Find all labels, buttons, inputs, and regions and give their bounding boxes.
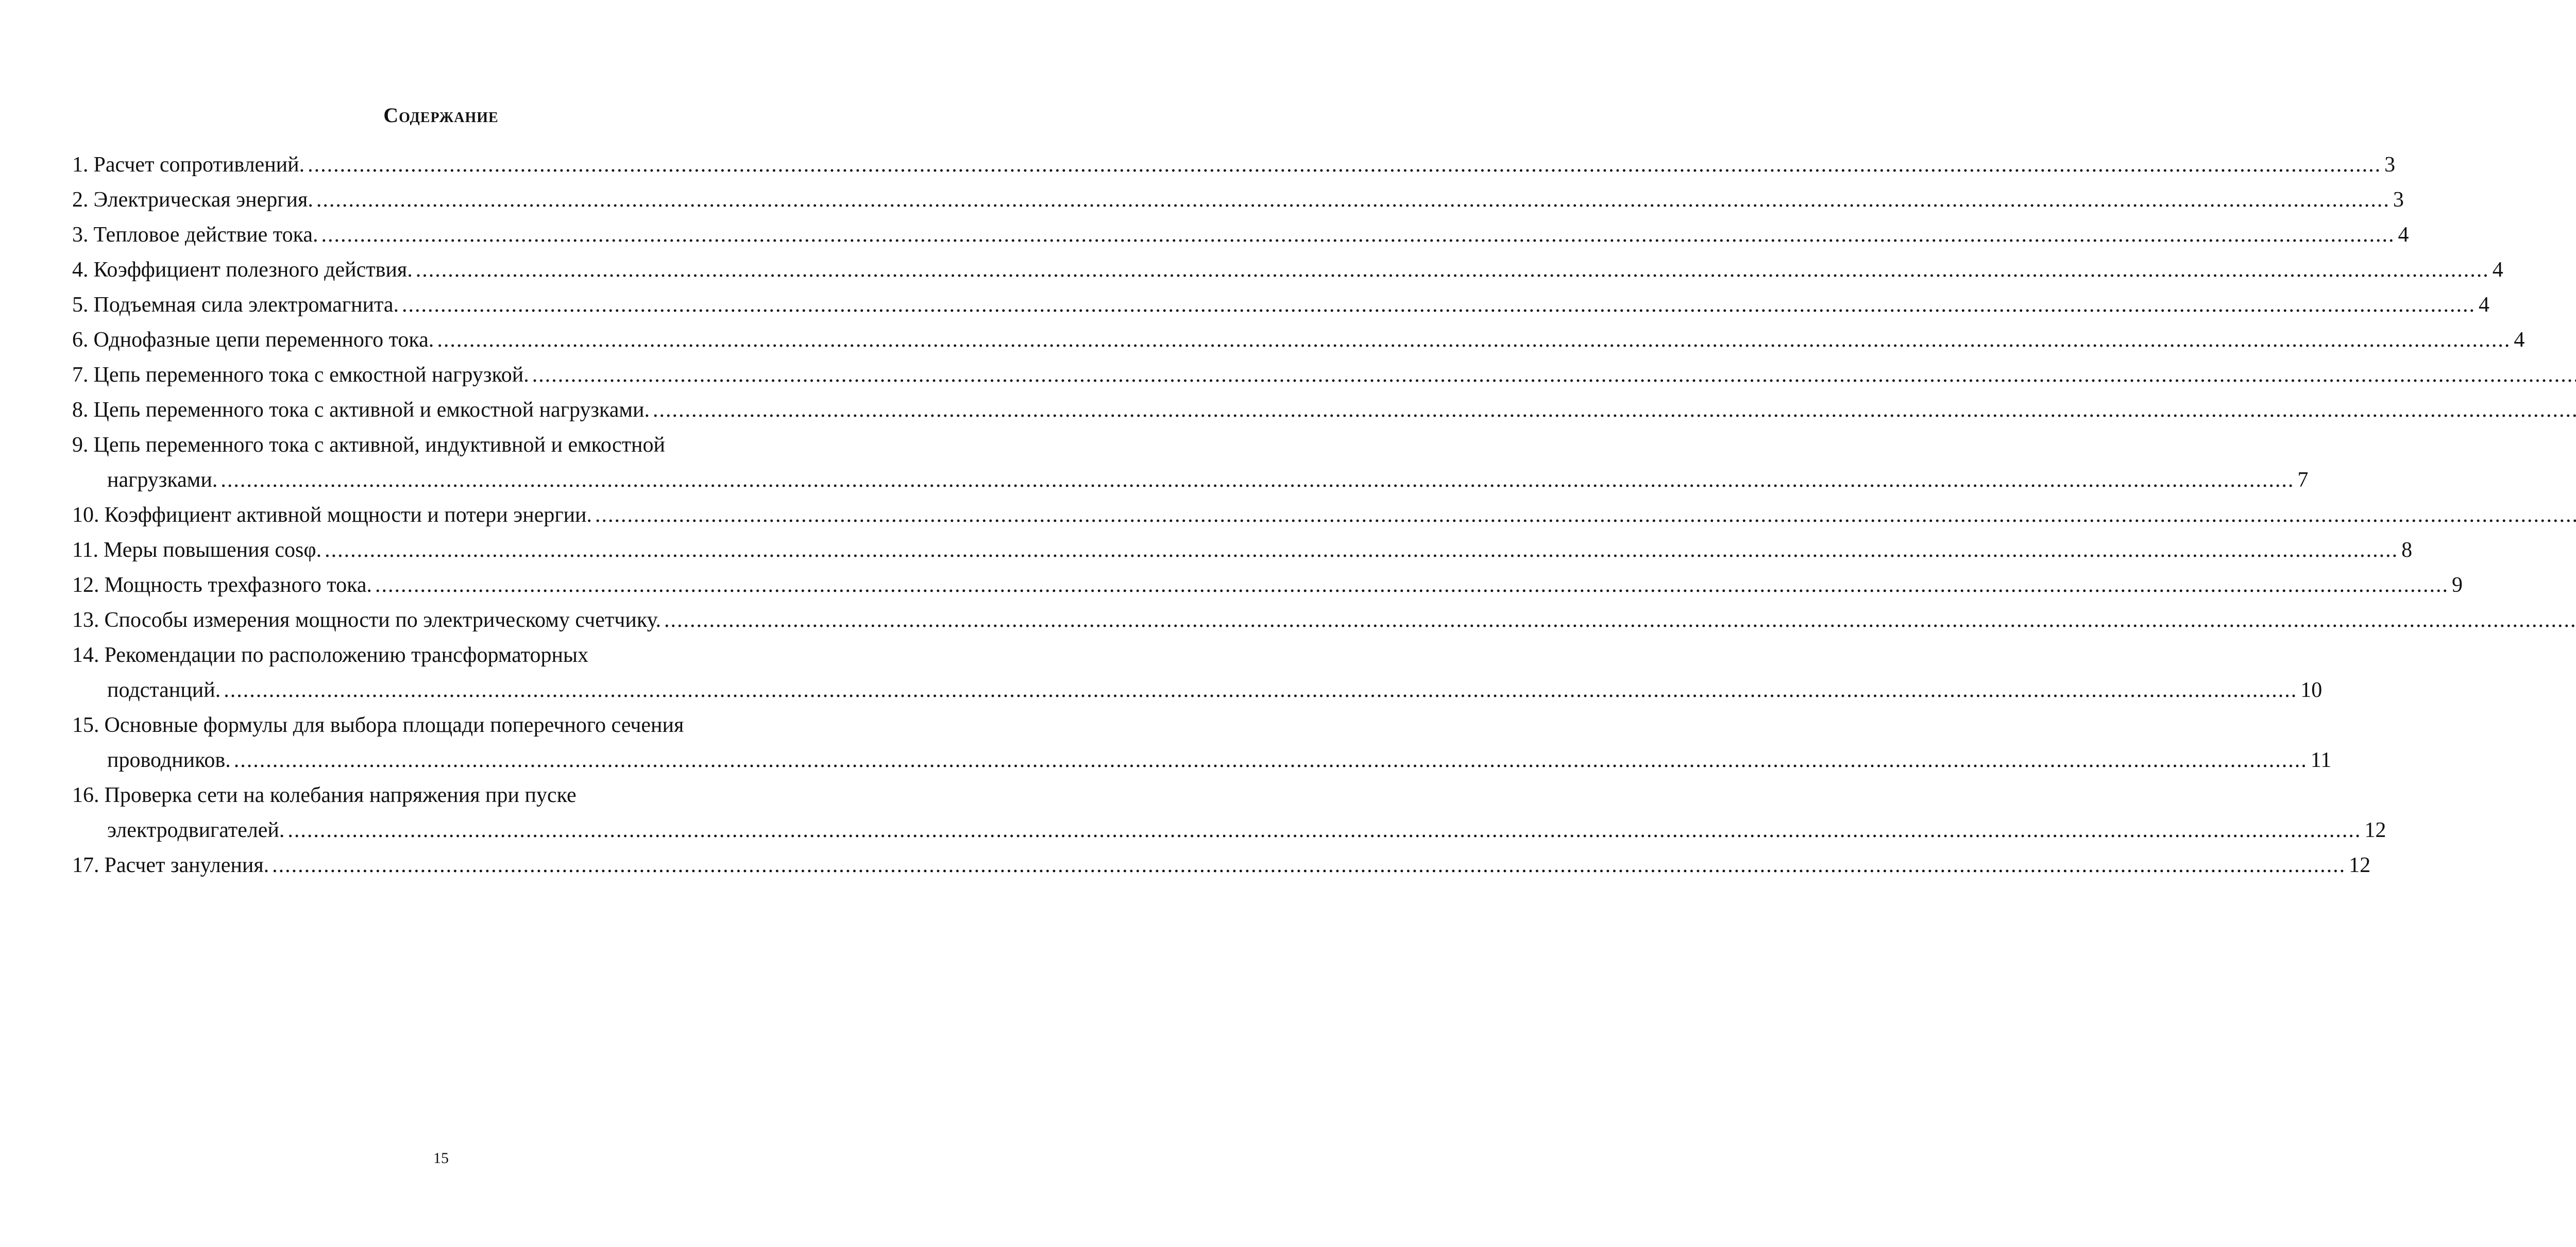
toc-entry-title: Подъемная сила электромагнита. (93, 293, 399, 317)
toc-entry-title-line2: электродвигателей. (107, 818, 285, 842)
toc-entry-7 (72, 357, 810, 392)
toc-entry-page: 12 (2349, 853, 2371, 877)
toc-entry-number: 13. (72, 608, 99, 632)
toc-entry-continuation (72, 743, 2332, 778)
toc-entry-title: Цепь переменного тока с емкостной нагрузкой. (93, 363, 529, 387)
toc-entry-first-line (72, 428, 810, 463)
toc-entry-title: Мощность трехфазного тока. (104, 573, 372, 597)
toc-entry-number: 3. (72, 223, 89, 247)
dot-leader (321, 224, 2395, 246)
toc-entry-title-line1: Цепь переменного тока с активной, индуктивной и емкостной (93, 433, 665, 457)
toc-entry-title: Однофазные цепи переменного тока. (93, 328, 434, 352)
toc-entry-title: Расчет сопротивлений. (93, 153, 305, 177)
toc-entry-title: Коэффициент полезного действия. (93, 258, 413, 282)
toc-entry-number: 11. (72, 538, 98, 562)
dot-leader (287, 819, 2361, 841)
toc-entry-number: 7. (72, 363, 89, 387)
toc-entry-continuation (72, 673, 2323, 708)
toc-entry-16 (72, 778, 2386, 848)
toc-entry-number: 4. (72, 258, 89, 282)
dot-leader (224, 679, 2297, 701)
toc-entry-number: 8. (72, 398, 89, 422)
toc-entry-3 (72, 217, 2409, 252)
dot-leader (664, 609, 2576, 631)
toc-entry-number: 6. (72, 328, 89, 352)
toc-entry-page: 3 (2384, 153, 2396, 177)
toc-entry-page: 10 (2300, 678, 2323, 702)
toc-entry-page: 8 (2401, 538, 2413, 562)
toc-entry-number: 12. (72, 573, 99, 597)
toc-entry-14 (72, 638, 2323, 708)
toc-entry-title: Электрическая энергия. (93, 188, 313, 212)
dot-leader (316, 189, 2390, 211)
toc-entry-15 (72, 708, 2332, 778)
toc-entry-number: 5. (72, 293, 89, 317)
toc-entry-page: 11 (2310, 748, 2332, 772)
toc-entry-first-line (72, 638, 810, 673)
toc-entry-continuation (72, 813, 2386, 848)
toc-entry-2 (72, 182, 2404, 217)
toc-entry-10 (72, 498, 810, 533)
toc-entry-12 (72, 568, 2463, 603)
toc-entry-title: Расчет зануления. (104, 853, 269, 877)
toc-entry-title-line2: нагрузками. (107, 468, 218, 492)
toc-entry-number: 9. (72, 433, 89, 457)
dot-leader (272, 855, 2346, 876)
toc-entry-page: 4 (2398, 223, 2409, 247)
toc-entry-page: 3 (2393, 188, 2404, 212)
toc-entry-page: 7 (2297, 468, 2309, 492)
toc-entry-11 (72, 533, 2413, 568)
table-of-contents (72, 147, 2525, 883)
toc-entry-4 (72, 252, 2503, 287)
toc-entry-6 (72, 322, 2525, 357)
toc-entry-title: Способы измерения мощности по электрическому счетчику. (104, 608, 661, 632)
page-number: 15 (433, 1150, 449, 1167)
toc-entry-number: 15. (72, 713, 99, 737)
toc-entry-page: 9 (2451, 573, 2463, 597)
dot-leader (325, 539, 2398, 561)
toc-entry-9 (72, 428, 2309, 498)
toc-entry-17 (72, 848, 2371, 883)
dot-leader (221, 469, 2294, 491)
dot-leader (402, 294, 2476, 316)
dot-leader (437, 329, 2511, 351)
toc-entry-title-line1: Основные формулы для выбора площади поперечного сечения (104, 713, 684, 737)
toc-entry-number: 14. (72, 643, 99, 667)
toc-entry-page: 4 (2479, 293, 2489, 317)
dot-leader (234, 749, 2308, 771)
toc-entry-number: 16. (72, 783, 99, 807)
toc-entry-first-line (72, 708, 810, 743)
toc-entry-page: 4 (2514, 328, 2525, 352)
toc-entry-title-line2: подстанций. (107, 678, 221, 702)
toc-heading: Содержание (383, 104, 499, 127)
dot-leader (416, 259, 2489, 281)
toc-entry-page: 4 (2492, 258, 2503, 282)
toc-entry-page: 12 (2364, 818, 2386, 842)
toc-entry-5 (72, 287, 2489, 322)
toc-entry-number: 10. (72, 503, 99, 527)
dot-leader (375, 574, 2449, 596)
toc-entry-title: Меры повышения cosφ. (103, 538, 322, 562)
dot-leader (308, 154, 2381, 176)
toc-entry-13 (72, 603, 810, 638)
toc-entry-number: 2. (72, 188, 89, 212)
toc-entry-title-line1: Проверка сети на колебания напряжения при пуске (104, 783, 577, 807)
toc-entry-number: 1. (72, 153, 89, 177)
toc-entry-8 (72, 392, 810, 428)
toc-entry-1 (72, 147, 2396, 182)
dot-leader (595, 504, 2576, 526)
toc-entry-title: Коэффициент активной мощности и потери энергии. (104, 503, 592, 527)
toc-entry-title-line2: проводников. (107, 748, 231, 772)
toc-entry-title: Цепь переменного тока с активной и емкостной нагрузками. (93, 398, 650, 422)
dot-leader (653, 399, 2576, 421)
toc-entry-number: 17. (72, 853, 99, 877)
toc-entry-first-line (72, 778, 810, 813)
toc-entry-title: Тепловое действие тока. (93, 223, 318, 247)
toc-entry-continuation (72, 463, 2309, 498)
toc-entry-title-line1: Рекомендации по расположению трансформаторных (104, 643, 589, 667)
dot-leader (532, 364, 2576, 386)
